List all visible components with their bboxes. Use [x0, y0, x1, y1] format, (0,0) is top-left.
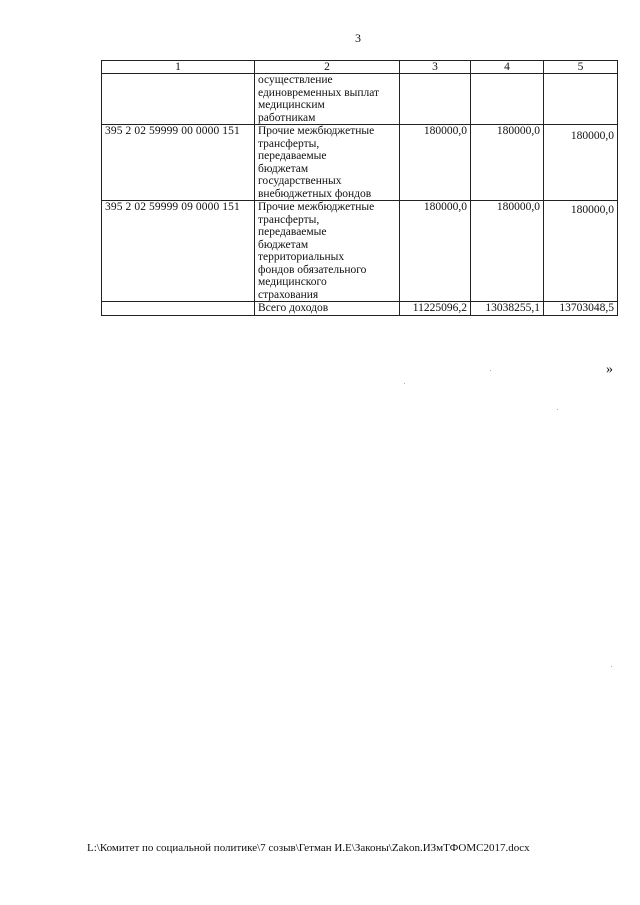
income-name-line: страхования [258, 288, 319, 301]
total-col-4: 13038255,1 [471, 302, 544, 316]
income-name-line: единовременных выплат [258, 86, 380, 99]
budget-code: 395 2 02 59999 09 0000 151 [102, 201, 255, 302]
amount-col-3: 180000,0 [400, 125, 471, 201]
income-name-line: медицинского [258, 276, 327, 288]
scan-speck [490, 370, 491, 371]
scan-speck [557, 409, 558, 410]
revenue-table [101, 60, 618, 316]
header-col-5: 5 [544, 61, 618, 74]
header-col-1: 1 [102, 61, 255, 74]
amount-col-5: 180000,0 [544, 201, 618, 302]
amount-col-4: 180000,0 [471, 201, 544, 302]
page-number: 3 [355, 31, 361, 45]
income-name-line: передаваемые [258, 226, 327, 238]
income-name [255, 74, 400, 125]
table-row [102, 201, 618, 302]
amount-col-3 [400, 74, 471, 125]
footer-file-path: L:\Комитет по социальной политике\7 созыв\Гетман И.Е\Законы\Zakon.ИЗмТФОМС2017.docx [87, 842, 530, 854]
amount-col-4 [471, 74, 544, 125]
header-col-2: 2 [255, 61, 400, 74]
income-name-line: фондов обязательного [258, 263, 367, 276]
income-name-line: медицинским [258, 99, 325, 111]
table-total-row [102, 302, 618, 316]
total-label: Всего доходов [255, 302, 400, 316]
income-name [255, 201, 400, 302]
amount-col-4: 180000,0 [471, 125, 544, 201]
table-row [102, 74, 618, 125]
income-name-line: Прочие межбюджетные [258, 201, 375, 213]
income-name-line: трансферты, [258, 137, 320, 150]
amount-col-3: 180000,0 [400, 201, 471, 302]
total-col-3: 11225096,2 [400, 302, 471, 316]
income-name-line: Прочие межбюджетные [258, 125, 375, 137]
income-name-line: внебюджетных фондов [258, 187, 372, 200]
scan-speck [404, 383, 405, 384]
income-name-line: территориальных [258, 251, 345, 263]
header-col-4: 4 [471, 61, 544, 74]
income-name-line: бюджетам [258, 162, 309, 175]
income-name-line: государственных [258, 175, 342, 187]
closing-quote: » [606, 362, 613, 377]
total-col-5: 13703048,5 [544, 302, 618, 316]
income-name-line: передаваемые [258, 150, 327, 162]
total-code-empty [102, 302, 255, 316]
amount-col-5: 180000,0 [544, 125, 618, 201]
income-name-line: осуществление [258, 74, 333, 86]
table-row [102, 125, 618, 201]
header-col-3: 3 [400, 61, 471, 74]
income-name [255, 125, 400, 201]
income-name-line: работникам [258, 111, 316, 124]
budget-code [102, 74, 255, 125]
amount-col-5 [544, 74, 618, 125]
scan-speck [611, 666, 612, 667]
income-name-line: трансферты, [258, 213, 320, 226]
table-header-row [102, 61, 618, 74]
income-name-line: бюджетам [258, 238, 309, 251]
budget-code: 395 2 02 59999 00 0000 151 [102, 125, 255, 201]
